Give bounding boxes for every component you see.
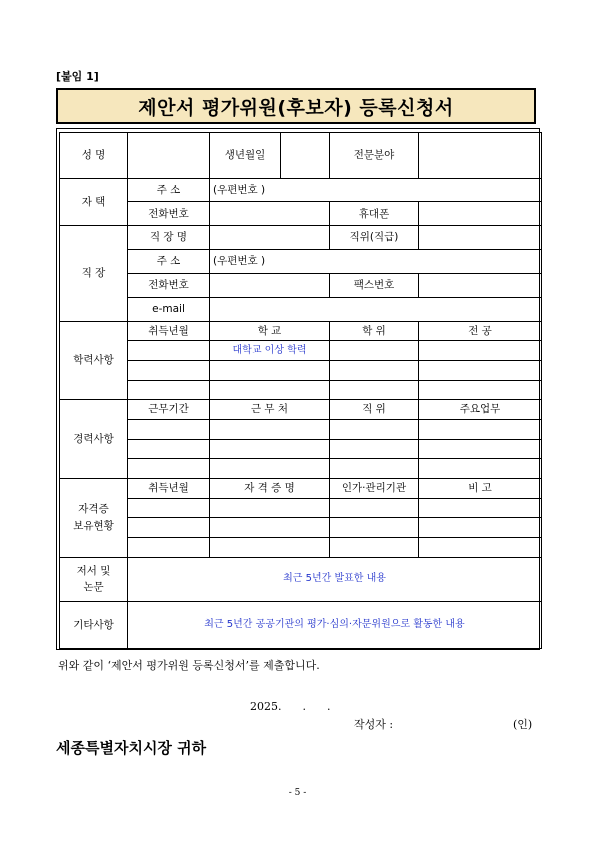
others-section-label: 기타사항: [60, 602, 128, 649]
name-field[interactable]: [128, 133, 210, 179]
license-section-label: [60, 478, 128, 557]
name-label: 성 명: [60, 133, 128, 179]
career-section-label: 경력사항: [60, 400, 128, 479]
license-label-line1: 자격증: [78, 502, 109, 515]
education-note[interactable]: 대학교 이상 학력: [210, 341, 330, 361]
education-header-row: [60, 321, 542, 341]
education-section-label: 학력사항: [60, 321, 128, 400]
fax-label: 팩스번호: [330, 273, 419, 297]
home-address-label: 주 소: [128, 178, 210, 202]
home-section-label: 자 택: [60, 178, 128, 226]
publications-row: [60, 557, 542, 602]
license-header-name: 자 격 증 명: [210, 478, 330, 498]
work-phone-row: [60, 273, 542, 297]
mobile-field[interactable]: [419, 202, 542, 226]
education-header-major: 전 공: [419, 321, 542, 341]
education-row: [60, 360, 542, 380]
education-header-date: 취득년월: [128, 321, 210, 341]
position-field[interactable]: [419, 226, 542, 250]
birth-field[interactable]: [281, 133, 330, 179]
fax-field[interactable]: [419, 273, 542, 297]
career-row: [60, 419, 542, 439]
publications-field[interactable]: 최근 5년간 발표한 내용: [128, 557, 542, 602]
career-row: [60, 459, 542, 479]
personal-row: [60, 133, 542, 179]
submission-date: 2025. . .: [250, 700, 331, 713]
career-header-duties: 주요업무: [419, 400, 542, 420]
work-address-label: 주 소: [128, 250, 210, 274]
work-phone-label: 전화번호: [128, 273, 210, 297]
home-address-row: [60, 178, 542, 202]
license-label-line2: 보유현황: [73, 519, 114, 532]
career-header-position: 직 위: [330, 400, 419, 420]
education-row: [60, 380, 542, 400]
work-address-field[interactable]: (우편번호 ): [210, 250, 542, 274]
recipient: 세종특별자치시장 귀하: [56, 739, 207, 757]
field-field[interactable]: [419, 133, 542, 179]
education-header-school: 학 교: [210, 321, 330, 341]
seal-mark: (인): [513, 718, 533, 731]
attachment-label: [붙임 1]: [56, 70, 99, 83]
home-address-field[interactable]: (우편번호 ): [210, 178, 542, 202]
work-section-label: 직 장: [60, 226, 128, 321]
workplace-field[interactable]: [210, 226, 330, 250]
page-number: - 5 -: [288, 788, 307, 798]
career-header-workplace: 근 무 처: [210, 400, 330, 420]
career-header-period: 근무기간: [128, 400, 210, 420]
email-field[interactable]: [210, 297, 542, 321]
others-field[interactable]: 최근 5년간 공공기관의 평가·심의·자문위원으로 활동한 내용: [128, 602, 542, 649]
education-row: [60, 341, 542, 361]
license-header-authority: 인가·관리기관: [330, 478, 419, 498]
email-label: e-mail: [128, 297, 210, 321]
work-phone-field[interactable]: [210, 273, 330, 297]
mobile-label: 휴대폰: [330, 202, 419, 226]
registration-form: [56, 128, 540, 650]
submission-statement: 위와 같이 ‘제안서 평가위원 등록신청서’를 제출합니다.: [58, 659, 320, 672]
signer-label: 작성자 :: [354, 718, 394, 731]
license-header-row: [60, 478, 542, 498]
license-row: [60, 537, 542, 557]
birth-label: 생년월일: [210, 133, 281, 179]
publications-label-line1: 저서 및: [76, 564, 111, 577]
others-row: [60, 602, 542, 649]
publications-label-line2: 논문: [83, 581, 104, 594]
license-row: [60, 498, 542, 518]
form-title: 제안서 평가위원(후보자) 등록신청서: [56, 88, 536, 124]
position-label: 직위(직급): [330, 226, 419, 250]
work-address-row: [60, 250, 542, 274]
work-email-row: [60, 297, 542, 321]
home-phone-label: 전화번호: [128, 202, 210, 226]
license-header-date: 취득년월: [128, 478, 210, 498]
publications-section-label: [60, 557, 128, 602]
registration-table: [59, 132, 542, 649]
career-header-row: [60, 400, 542, 420]
license-header-remarks: 비 고: [419, 478, 542, 498]
license-row: [60, 518, 542, 538]
workplace-label: 직 장 명: [128, 226, 210, 250]
career-row: [60, 439, 542, 459]
home-phone-field[interactable]: [210, 202, 330, 226]
home-phone-row: [60, 202, 542, 226]
education-header-degree: 학 위: [330, 321, 419, 341]
work-name-row: [60, 226, 542, 250]
field-label: 전문분야: [330, 133, 419, 179]
